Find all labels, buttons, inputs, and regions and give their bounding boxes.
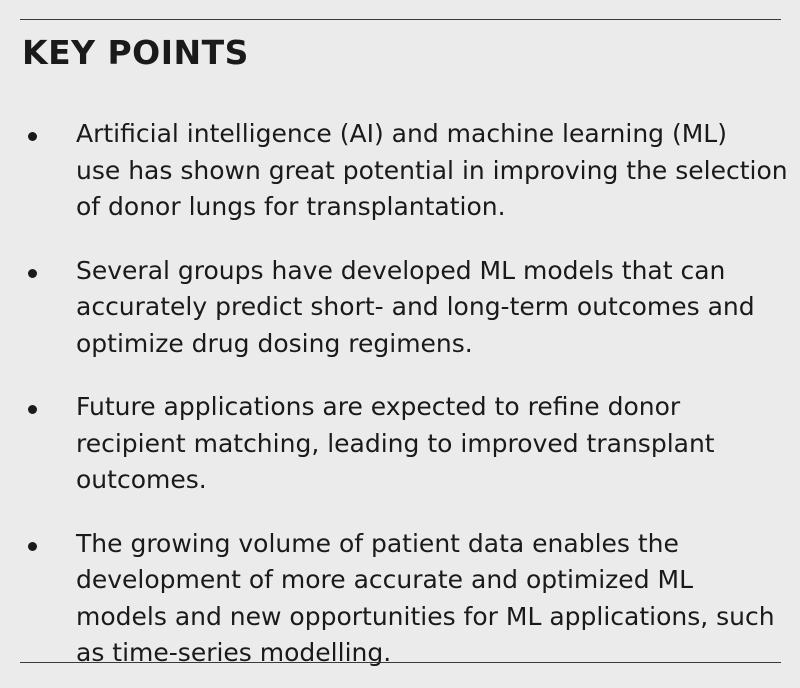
key-point-line: outcomes. bbox=[76, 465, 207, 494]
key-point-line: development of more accurate and optimized ML bbox=[76, 565, 694, 594]
bullet-icon bbox=[28, 269, 37, 278]
bullet-icon bbox=[28, 542, 37, 551]
key-point-3 bbox=[28, 389, 788, 499]
key-point-line: as time-series modelling. bbox=[76, 638, 392, 667]
key-point-1 bbox=[28, 116, 788, 226]
key-point-line: use has shown great potential in improving the selection bbox=[76, 155, 788, 185]
top-rule bbox=[20, 19, 781, 20]
key-point-line: Artificial intelligence (AI) and machine learning (ML) bbox=[76, 119, 727, 148]
key-points-list bbox=[28, 116, 788, 672]
key-point-line: Several groups have developed ML models that can bbox=[76, 255, 726, 285]
key-point-line: The growing volume of patient data enables the bbox=[76, 528, 679, 558]
bottom-rule bbox=[20, 662, 781, 663]
key-point-4 bbox=[28, 526, 788, 672]
key-point-line: accurately predict short- and long-term outcomes and bbox=[76, 292, 755, 321]
key-point-line: recipient matching, leading to improved transplant bbox=[76, 428, 715, 458]
bullet-icon bbox=[28, 132, 37, 141]
key-point-line: of donor lungs for transplantation. bbox=[76, 192, 506, 221]
key-point-line: optimize drug dosing regimens. bbox=[76, 328, 473, 358]
box-title: KEY POINTS bbox=[22, 33, 249, 72]
bullet-icon bbox=[28, 405, 37, 414]
key-point-2 bbox=[28, 253, 788, 363]
key-point-line: models and new opportunities for ML applications, such bbox=[76, 601, 775, 631]
key-point-line: Future applications are expected to refine donor bbox=[76, 392, 681, 421]
